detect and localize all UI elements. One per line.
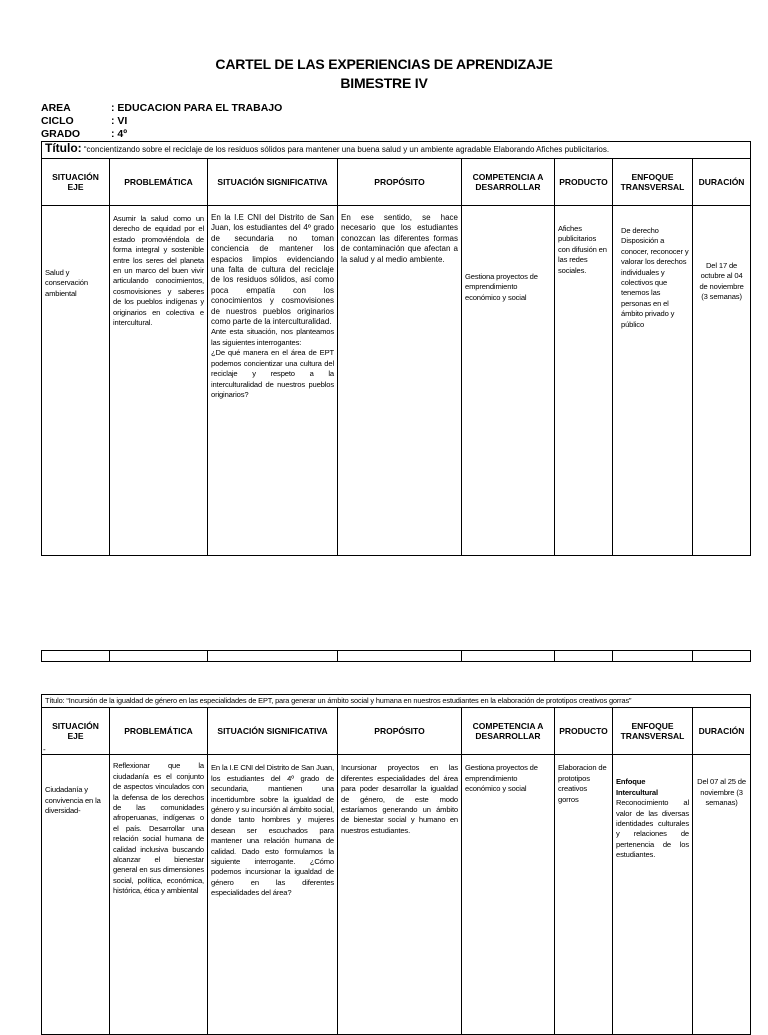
empty-cell (693, 651, 751, 662)
enfoque-title: Enfoque Intercultural (616, 777, 658, 797)
table-2-title: Título: “Incursión de la igualdad de género en las especialidades de EPT, para generar un ámbito social y humana en nuestros estudiantes en la elaboración de prototipos creativos gorras” (42, 695, 751, 708)
eje-text: Ciudadanía y convivencia en la diversidad- (45, 785, 101, 816)
header-situacion-eje: SITUACIÓN EJE (42, 708, 110, 755)
cell-enfoque (613, 755, 693, 1035)
empty-cell (110, 651, 208, 662)
grado-label: GRADO (41, 128, 81, 140)
cell-producto (555, 755, 613, 1035)
header-proposito: PROPÓSITO (338, 159, 462, 206)
proposito-text: En ese sentido, se hace necesario que los estudiantes conozcan las diferentes formas de contaminación que afectan a la salud y al medio ambiente. (341, 213, 458, 264)
situacion-paragraph-1: En la I.E CNI del Distrito de San Juan, los estudiantes del 4º grado de secundaria no toman conciencia de mantener los espacios limpios evidenciando una falta de cultura del reciclaje de los residuos sólidos, así como poca empatía con los conocimientos y cosmovisiones de nuestros pueblos originarios como parte de la interculturalidad. (211, 213, 334, 327)
cell-competencia (462, 755, 555, 1035)
cell-producto (555, 206, 613, 556)
enfoque-text: Reconocimiento al valor de las diversas identidades culturales y relaciones de pertenencia de los estudiantes. (616, 798, 689, 860)
header-duracion: DURACIÓN (693, 159, 751, 206)
situacion-paragraph-2: Ante esta situación, nos planteamos las siguientes interrogantes: (211, 327, 334, 347)
area-value: : EDUCACION PARA EL TRABAJO (111, 102, 283, 114)
ciclo-label: CICLO (41, 115, 74, 127)
header-situacion-significativa: SITUACIÓN SIGNIFICATIVA (208, 159, 338, 206)
enfoque-text: De derecho Disposición a conocer, reconocer y valorar los derechos individuales y colectivos que tenemos las personas en el ámbito privado y público (621, 226, 689, 329)
header-producto: PRODUCTO (555, 708, 613, 755)
stray-mark: - (43, 745, 46, 754)
cell-proposito (338, 206, 462, 556)
cell-proposito (338, 755, 462, 1035)
cell-enfoque (613, 206, 693, 556)
producto-text: Elaboracion de prototipos creativos gorros (558, 763, 607, 804)
header-producto: PRODUCTO (555, 159, 613, 206)
cell-eje (42, 206, 110, 556)
cell-situacion (208, 755, 338, 1035)
empty-cell (555, 651, 613, 662)
ciclo-row (41, 116, 127, 127)
titulo-label: Título: (45, 141, 82, 155)
experience-table-2 (41, 694, 751, 1035)
document-subtitle: BIMESTRE IV (340, 75, 428, 91)
document-title: CARTEL DE LAS EXPERIENCIAS DE APRENDIZAJE (215, 56, 553, 72)
duracion-text: Del 17 de octubre al 04 de noviembre (3 semanas) (699, 261, 744, 302)
cell-problematica (110, 755, 208, 1035)
problematica-text: Asumir la salud como un derecho de equidad por el estado promoviéndola de forma integral y sostenible entre los seres del planeta en un marco del buen vivir articulando conocimientos, cosmovisiones y saberes de los pueblos indígenas y originarios en colectiva e intercultural. (113, 214, 204, 328)
problematica-text: Reflexionar que la ciudadanía es el conjunto de aspectos vinculados con la defensa de los derechos de las comunidades afroperuanas, indígenas o el país. Desarrollar una relación social humana de calidad inclusiva buscando alcanzar el bienestar general en sus dimensiones social, política, económica, histórica, ética y ambiental (113, 761, 204, 896)
empty-cell (42, 651, 110, 662)
grado-value: : 4º (111, 128, 128, 140)
header-situacion-significativa: SITUACIÓN SIGNIFICATIVA (208, 708, 338, 755)
empty-cell (613, 651, 693, 662)
area-label: AREA (41, 102, 71, 114)
header-enfoque: ENFOQUE TRANSVERSAL (613, 708, 693, 755)
header-problematica: PROBLEMÁTICA (110, 708, 208, 755)
experience-table-1 (41, 141, 751, 556)
header-proposito: PROPÓSITO (338, 708, 462, 755)
proposito-text: Incursionar proyectos en las diferentes especialidades del área para poder desarrollar la igualdad de género, de este modo estaríamos generando un ámbito de bienestar social y humano en nuestros estudiantes. (341, 763, 458, 835)
cell-competencia (462, 206, 555, 556)
cell-duracion (693, 755, 751, 1035)
table-1-title (42, 142, 751, 159)
grado-row (41, 129, 127, 140)
cell-situacion (208, 206, 338, 556)
producto-text: Afiches publicitarios con difusión en las redes sociales. (558, 224, 607, 275)
cell-duracion (693, 206, 751, 556)
empty-cell (462, 651, 555, 662)
header-enfoque: ENFOQUE TRANSVERSAL (613, 159, 693, 206)
cell-problematica (110, 206, 208, 556)
ciclo-value: : VI (111, 115, 128, 127)
header-problematica: PROBLEMÁTICA (110, 159, 208, 206)
header-situacion-eje: SITUACIÓN EJE (42, 159, 110, 206)
empty-cell (338, 651, 462, 662)
header-competencia: COMPETENCIA A DESARROLLAR (462, 708, 555, 755)
header-duracion: DURACIÓN (693, 708, 751, 755)
situacion-text: En la I.E CNI del Distrito de San Juan, los estudiantes del 4º grado de secundaria, mantienen una incertidumbre sobre la igualdad de género y su incursión al ámbito social, donde tanto hombres y mujeres desean ser escuchados para mantener una relación humana de calidad. Dado esto formulamos la siguiente interrogante. ¿Cómo podemos incursionar la igualdad de género en las diferentes especialidades del área? (211, 763, 334, 898)
titulo-text: “concientizando sobre el reciclaje de los residuos sólidos para mantener una buena salud y un ambiente agradable Elaborando Afiches publicitarios. (83, 145, 610, 154)
competencia-text: Gestiona proyectos de emprendimiento económico y social (465, 272, 538, 302)
eje-text: Salud y conservación ambiental (45, 268, 88, 298)
empty-row-table (41, 650, 751, 662)
area-row (41, 103, 282, 114)
situacion-paragraph-3: ¿De qué manera en el área de EPT podemos concientizar una cultura del reciclaje y respeto a la interculturalidad de nuestros pueblos originarios? (211, 348, 334, 399)
header-competencia: COMPETENCIA A DESARROLLAR (462, 159, 555, 206)
duracion-text: Del 07 al 25 de noviembre (3 semanas) (697, 777, 746, 808)
cell-eje (42, 755, 110, 1035)
competencia-text: Gestiona proyectos de emprendimiento económico y social (465, 763, 538, 794)
empty-cell (208, 651, 338, 662)
